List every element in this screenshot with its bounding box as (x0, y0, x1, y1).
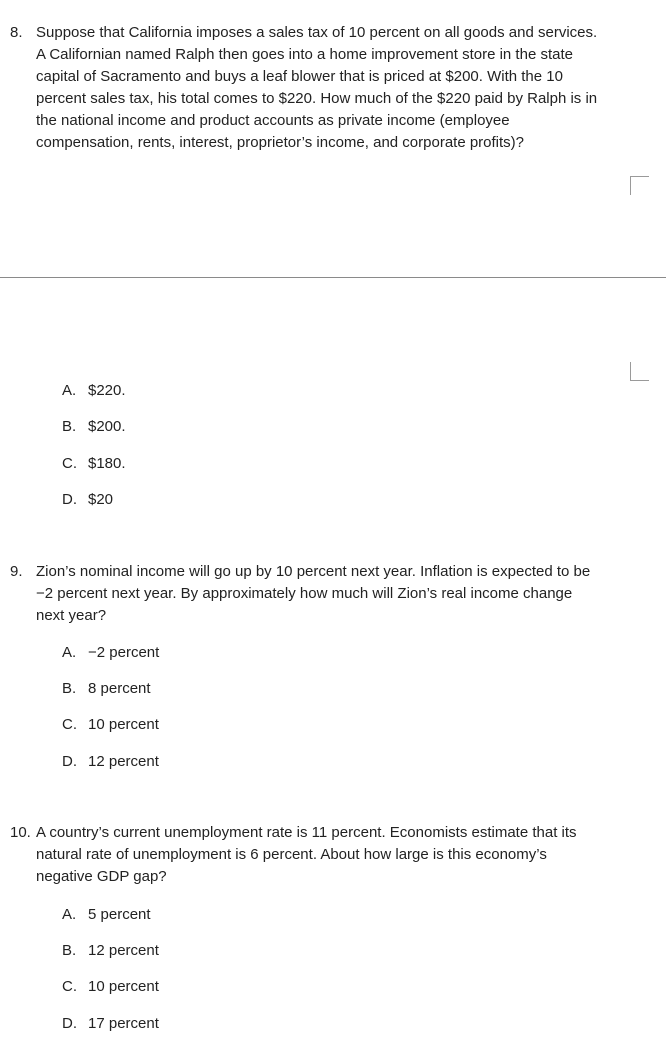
question-number: 10. (10, 824, 31, 841)
option-letter: B. (62, 680, 77, 697)
question-line: percent sales tax, his total comes to $220. How much of the $220 paid by Ralph is in (36, 90, 598, 107)
question-line: A Californian named Ralph then goes into a home improvement store in the state (36, 46, 573, 63)
page-divider (0, 277, 666, 278)
option-text: 12 percent (88, 753, 159, 770)
option-text: −2 percent (88, 644, 160, 661)
question-line: natural rate of unemployment is 6 percent. About how large is this economy’s (36, 846, 547, 863)
option-c[interactable] (62, 977, 159, 997)
option-text: $200. (88, 418, 126, 435)
crop-mark-top (630, 176, 649, 195)
option-b[interactable] (62, 417, 126, 437)
option-c[interactable] (62, 715, 159, 735)
option-a[interactable] (62, 643, 159, 663)
option-text: $180. (88, 455, 126, 472)
option-d[interactable] (62, 1014, 159, 1034)
question-number: 8. (10, 24, 23, 41)
option-d[interactable] (62, 752, 159, 772)
option-a[interactable] (62, 905, 151, 925)
option-letter: C. (62, 978, 77, 995)
option-letter: A. (62, 382, 77, 399)
option-text: $20 (88, 491, 114, 508)
option-text: 10 percent (88, 978, 159, 995)
question-line: next year? (36, 607, 107, 624)
crop-mark-bottom (630, 362, 649, 381)
option-b[interactable] (62, 941, 159, 961)
question-text (36, 561, 636, 627)
option-d[interactable] (62, 490, 113, 510)
option-text: 5 percent (88, 906, 151, 923)
option-text: 8 percent (88, 680, 151, 697)
option-letter: D. (62, 753, 77, 770)
option-c[interactable] (62, 454, 126, 474)
question-line: A country’s current unemployment rate is 11 percent. Economists estimate that its (36, 824, 577, 841)
option-b[interactable] (62, 679, 151, 699)
option-letter: A. (62, 644, 77, 661)
option-text: 17 percent (88, 1015, 159, 1032)
question-line: compensation, rents, interest, proprietor’s income, and corporate profits)? (36, 134, 525, 151)
question-line: capital of Sacramento and buys a leaf blower that is priced at $200. With the 10 (36, 68, 563, 85)
option-letter: C. (62, 716, 77, 733)
question-text (36, 822, 636, 888)
option-letter: A. (62, 906, 77, 923)
option-text: 10 percent (88, 716, 159, 733)
question-line: the national income and product accounts as private income (employee (36, 112, 510, 129)
option-letter: C. (62, 455, 77, 472)
question-line: −2 percent next year. By approximately how much will Zion’s real income change (36, 585, 573, 602)
question-number: 9. (10, 563, 23, 580)
option-letter: D. (62, 491, 77, 508)
question-line: negative GDP gap? (36, 868, 167, 885)
question-line: Suppose that California imposes a sales tax of 10 percent on all goods and services. (36, 24, 598, 41)
option-text: 12 percent (88, 942, 159, 959)
option-letter: B. (62, 418, 77, 435)
option-text: $220. (88, 382, 126, 399)
question-text (36, 22, 636, 154)
option-a[interactable] (62, 381, 126, 401)
question-line: Zion’s nominal income will go up by 10 percent next year. Inflation is expected to be (36, 563, 591, 580)
option-letter: B. (62, 942, 77, 959)
option-letter: D. (62, 1015, 77, 1032)
